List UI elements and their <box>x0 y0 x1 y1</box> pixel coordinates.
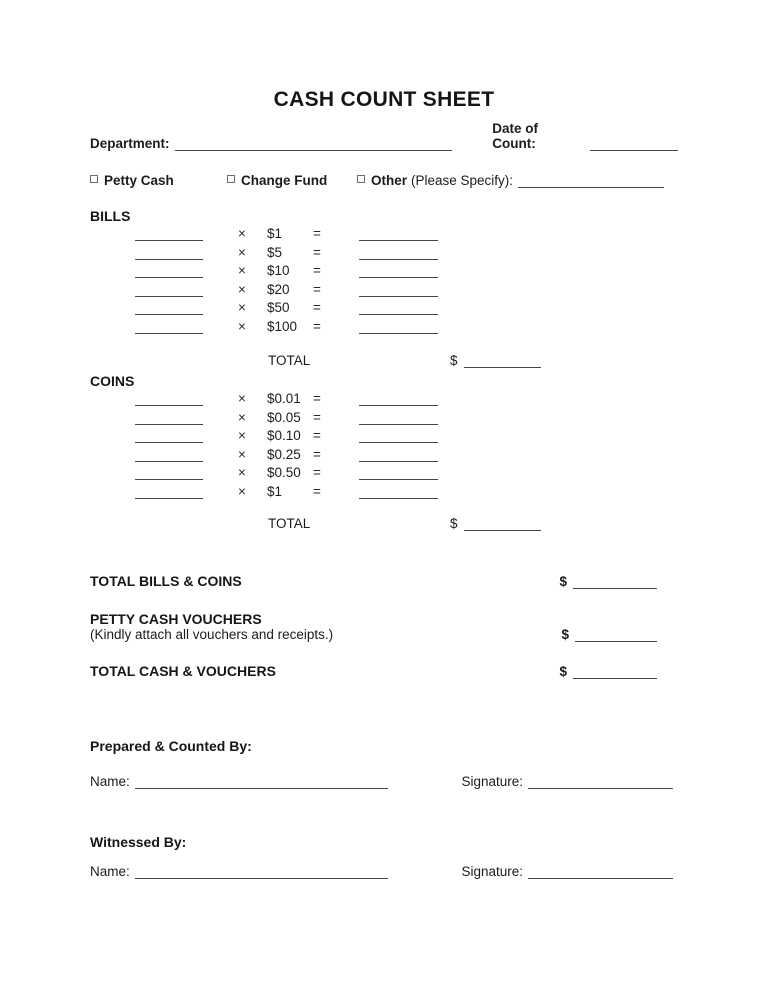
bill-denomination: $50 <box>267 300 290 316</box>
coin-amount-line[interactable] <box>359 465 438 480</box>
coins-heading: COINS <box>90 373 135 389</box>
bills-heading: BILLS <box>90 208 131 224</box>
coin-denomination: $0.05 <box>267 409 301 425</box>
fund-type-option-change-fund <box>227 171 327 188</box>
change-fund-checkbox[interactable] <box>227 175 235 183</box>
prepared-name-input-line[interactable] <box>135 774 388 789</box>
petty-cash-vouchers-heading: PETTY CASH VOUCHERS <box>90 611 262 627</box>
bill-row <box>135 222 438 241</box>
multiply-symbol: × <box>238 244 246 260</box>
petty-cash-label: Petty Cash <box>104 173 174 188</box>
total-cash-vouchers-label: TOTAL CASH & VOUCHERS <box>90 663 276 679</box>
multiply-symbol: × <box>238 446 246 462</box>
bill-row <box>135 241 438 260</box>
multiply-symbol: × <box>238 428 246 444</box>
page-title: CASH COUNT SHEET <box>273 88 495 111</box>
bill-denomination: $100 <box>267 319 298 334</box>
other-label: Other <box>371 173 408 188</box>
coin-count-line[interactable] <box>135 428 203 443</box>
coin-amount-line[interactable] <box>359 447 438 462</box>
multiply-symbol: × <box>238 263 246 279</box>
bill-row <box>135 315 438 334</box>
multiply-symbol: × <box>238 226 246 241</box>
bill-row <box>135 259 438 278</box>
witnessed-by-heading: Witnessed By: <box>90 834 187 850</box>
total-cash-vouchers-row <box>90 660 657 679</box>
prepared-name-signature-row <box>90 770 673 789</box>
bill-amount-line[interactable] <box>359 226 438 241</box>
equals-symbol: = <box>313 484 321 499</box>
currency-symbol: $ <box>561 627 569 642</box>
other-specify-input-line[interactable] <box>518 173 664 188</box>
coin-amount-line[interactable] <box>359 484 438 499</box>
multiply-symbol: × <box>238 319 246 334</box>
department-label: Department: <box>90 136 170 151</box>
vouchers-amount <box>561 627 657 642</box>
multiply-symbol: × <box>238 465 246 481</box>
prepared-counted-by-heading: Prepared & Counted By: <box>90 738 252 754</box>
witnessed-name-signature-row <box>90 860 673 879</box>
fund-type-row <box>0 171 768 188</box>
equals-symbol: = <box>313 446 321 462</box>
change-fund-label: Change Fund <box>241 173 328 188</box>
prepared-signature-label: Signature: <box>461 774 523 789</box>
bill-denomination: $20 <box>267 281 290 297</box>
total-cash-vouchers-input-line[interactable] <box>573 664 657 679</box>
date-of-count-input-line[interactable] <box>590 136 678 151</box>
other-specify-label: (Please Specify): <box>411 173 514 188</box>
coin-count-line[interactable] <box>135 447 203 462</box>
prepared-signature-group <box>461 774 673 789</box>
bill-row <box>135 296 438 315</box>
bill-count-line[interactable] <box>135 319 203 334</box>
coin-row <box>135 461 438 480</box>
vouchers-note-row <box>90 623 657 642</box>
bill-row <box>135 278 438 297</box>
fund-type-option-petty-cash <box>90 171 174 188</box>
coins-total-input-line[interactable] <box>464 516 541 531</box>
coin-row <box>135 480 438 499</box>
bill-amount-line[interactable] <box>359 300 438 315</box>
currency-symbol: $ <box>450 353 458 368</box>
coin-amount-line[interactable] <box>359 428 438 443</box>
equals-symbol: = <box>313 465 321 481</box>
witnessed-signature-group <box>461 864 673 879</box>
coin-denomination: $1 <box>267 484 283 499</box>
multiply-symbol: × <box>238 484 246 499</box>
currency-symbol: $ <box>450 516 458 531</box>
coin-denomination: $0.50 <box>267 465 301 481</box>
equals-symbol: = <box>313 409 321 425</box>
date-of-count-label: Date of Count: <box>492 121 538 151</box>
coin-row <box>135 387 438 406</box>
bill-count-line[interactable] <box>135 226 203 241</box>
total-bills-coins-row <box>90 570 657 589</box>
witnessed-name-label: Name: <box>90 864 130 879</box>
total-cash-vouchers-amount <box>559 664 657 679</box>
bill-count-line[interactable] <box>135 300 203 315</box>
prepared-signature-input-line[interactable] <box>528 774 673 789</box>
bills-total-label: TOTAL <box>268 353 311 368</box>
equals-symbol: = <box>313 263 321 279</box>
witnessed-signature-label: Signature: <box>461 864 523 879</box>
coin-denomination: $0.25 <box>267 446 301 462</box>
coin-amount-line[interactable] <box>359 410 438 425</box>
bill-denomination: $10 <box>267 263 290 279</box>
coin-count-line[interactable] <box>135 410 203 425</box>
header-row <box>90 121 678 151</box>
bill-amount-line[interactable] <box>359 282 438 297</box>
equals-symbol: = <box>313 226 321 241</box>
coin-row <box>135 424 438 443</box>
equals-symbol: = <box>313 281 321 297</box>
coin-count-line[interactable] <box>135 484 203 499</box>
currency-symbol: $ <box>559 574 567 589</box>
witnessed-signature-input-line[interactable] <box>528 864 673 879</box>
bill-count-line[interactable] <box>135 263 203 278</box>
multiply-symbol: × <box>238 300 246 316</box>
equals-symbol: = <box>313 300 321 316</box>
bill-amount-line[interactable] <box>359 319 438 334</box>
coin-denomination: $0.10 <box>267 428 301 444</box>
total-bills-coins-label: TOTAL BILLS & COINS <box>90 573 242 589</box>
bill-amount-line[interactable] <box>359 263 438 278</box>
other-checkbox[interactable] <box>357 175 365 183</box>
multiply-symbol: × <box>238 281 246 297</box>
bill-count-line[interactable] <box>135 282 203 297</box>
bill-denomination: $1 <box>267 226 283 241</box>
bill-count-line[interactable] <box>135 245 203 260</box>
coin-denomination: $0.01 <box>267 391 301 406</box>
department-input-line[interactable] <box>175 136 453 151</box>
total-bills-coins-input-line[interactable] <box>573 574 657 589</box>
coin-count-line[interactable] <box>135 391 203 406</box>
petty-cash-checkbox[interactable] <box>90 175 98 183</box>
witnessed-name-input-line[interactable] <box>135 864 388 879</box>
coins-total-row <box>268 512 541 531</box>
bills-total-row <box>268 349 541 368</box>
multiply-symbol: × <box>238 391 246 406</box>
equals-symbol: = <box>313 391 321 406</box>
coin-row <box>135 443 438 462</box>
bill-denomination: $5 <box>267 244 283 260</box>
vouchers-input-line[interactable] <box>575 627 657 642</box>
total-bills-coins-amount <box>559 574 657 589</box>
coin-count-line[interactable] <box>135 465 203 480</box>
coin-amount-line[interactable] <box>359 391 438 406</box>
equals-symbol: = <box>313 244 321 260</box>
prepared-name-label: Name: <box>90 774 130 789</box>
bills-total-input-line[interactable] <box>464 353 541 368</box>
bill-amount-line[interactable] <box>359 245 438 260</box>
equals-symbol: = <box>313 319 321 334</box>
vouchers-note: (Kindly attach all vouchers and receipts.) <box>90 627 334 642</box>
fund-type-option-other <box>357 171 664 188</box>
coins-total-label: TOTAL <box>268 516 311 531</box>
currency-symbol: $ <box>559 664 567 679</box>
equals-symbol: = <box>313 428 321 444</box>
multiply-symbol: × <box>238 409 246 425</box>
coin-row <box>135 406 438 425</box>
